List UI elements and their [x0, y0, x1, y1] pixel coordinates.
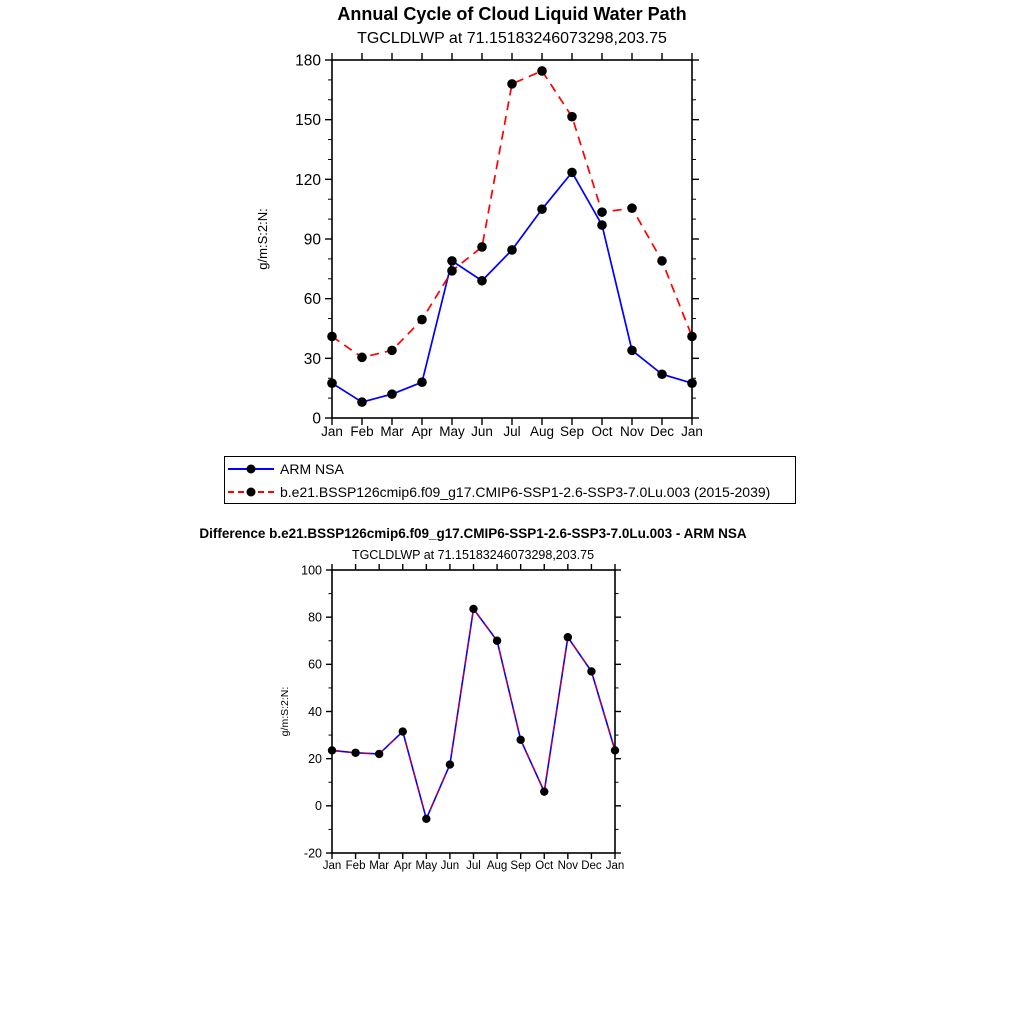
legend-item-arm-nsa	[228, 458, 795, 479]
marker-dot-icon	[247, 487, 256, 496]
svg-text:30: 30	[303, 350, 321, 368]
blue-solid-line-sample-icon	[228, 468, 274, 470]
legend-item-model-run	[228, 481, 795, 502]
svg-text:Feb: Feb	[345, 860, 366, 872]
svg-text:Nov: Nov	[557, 860, 579, 872]
main-chart-title: Annual Cycle of Cloud Liquid Water Path	[337, 4, 687, 24]
svg-text:Aug: Aug	[529, 424, 555, 439]
svg-text:60: 60	[303, 291, 321, 309]
main-chart-subtitle: TGCLDLWP at 71.15183246073298,203.75	[357, 30, 667, 47]
legend-box	[224, 456, 796, 504]
svg-text:Jul: Jul	[503, 424, 521, 439]
svg-text:100: 100	[301, 563, 322, 578]
difference-line-chart	[0, 540, 1024, 900]
svg-text:g/m:S:2:N:: g/m:S:2:N:	[255, 208, 270, 270]
svg-text:60: 60	[308, 657, 322, 672]
svg-text:Jun: Jun	[471, 424, 493, 439]
svg-text:Mar: Mar	[369, 860, 390, 872]
svg-text:May: May	[415, 860, 438, 872]
svg-text:40: 40	[308, 704, 322, 719]
svg-text:Dec: Dec	[649, 424, 675, 439]
svg-text:150: 150	[295, 112, 321, 130]
svg-text:80: 80	[308, 610, 322, 625]
svg-text:Dec: Dec	[581, 860, 602, 872]
svg-text:90: 90	[303, 231, 321, 249]
svg-text:g/m:S:2:N:: g/m:S:2:N:	[279, 686, 291, 737]
svg-text:0: 0	[312, 410, 321, 428]
svg-text:0: 0	[315, 799, 322, 814]
svg-text:180: 180	[295, 52, 321, 70]
legend-label-arm-nsa: ARM NSA	[280, 460, 344, 477]
svg-text:20: 20	[308, 752, 322, 767]
svg-text:Jun: Jun	[440, 860, 460, 872]
svg-text:Jul: Jul	[466, 860, 481, 872]
marker-dot-icon	[247, 464, 256, 473]
svg-text:May: May	[439, 424, 465, 439]
svg-text:Apr: Apr	[393, 860, 412, 872]
svg-text:Jan: Jan	[321, 424, 343, 439]
difference-chart-subtitle: TGCLDLWP at 71.15183246073298,203.75	[351, 548, 595, 562]
svg-text:Sep: Sep	[510, 860, 531, 872]
red-dashed-line-sample-icon	[228, 491, 274, 493]
svg-text:Oct: Oct	[535, 860, 554, 872]
svg-text:Nov: Nov	[619, 424, 645, 439]
svg-text:Jan: Jan	[681, 424, 703, 439]
svg-text:Aug: Aug	[486, 860, 508, 872]
legend-label-model-run: b.e21.BSSP126cmip6.f09_g17.CMIP6-SSP1-2.6-SSP3-7.0Lu.003 (2015-2039)	[280, 483, 771, 500]
svg-text:-20: -20	[303, 846, 322, 861]
svg-text:Mar: Mar	[380, 424, 404, 439]
svg-text:Apr: Apr	[411, 424, 433, 439]
svg-text:Jan: Jan	[322, 860, 342, 872]
svg-text:Feb: Feb	[350, 424, 374, 439]
svg-text:Jan: Jan	[605, 860, 625, 872]
svg-text:Sep: Sep	[559, 424, 585, 439]
svg-text:Oct: Oct	[591, 424, 613, 439]
svg-text:120: 120	[295, 171, 321, 189]
difference-chart-title: Difference b.e21.BSSP126cmip6.f09_g17.CMIP6-SSP1-2.6-SSP3-7.0Lu.003 - ARM NSA	[199, 526, 747, 541]
